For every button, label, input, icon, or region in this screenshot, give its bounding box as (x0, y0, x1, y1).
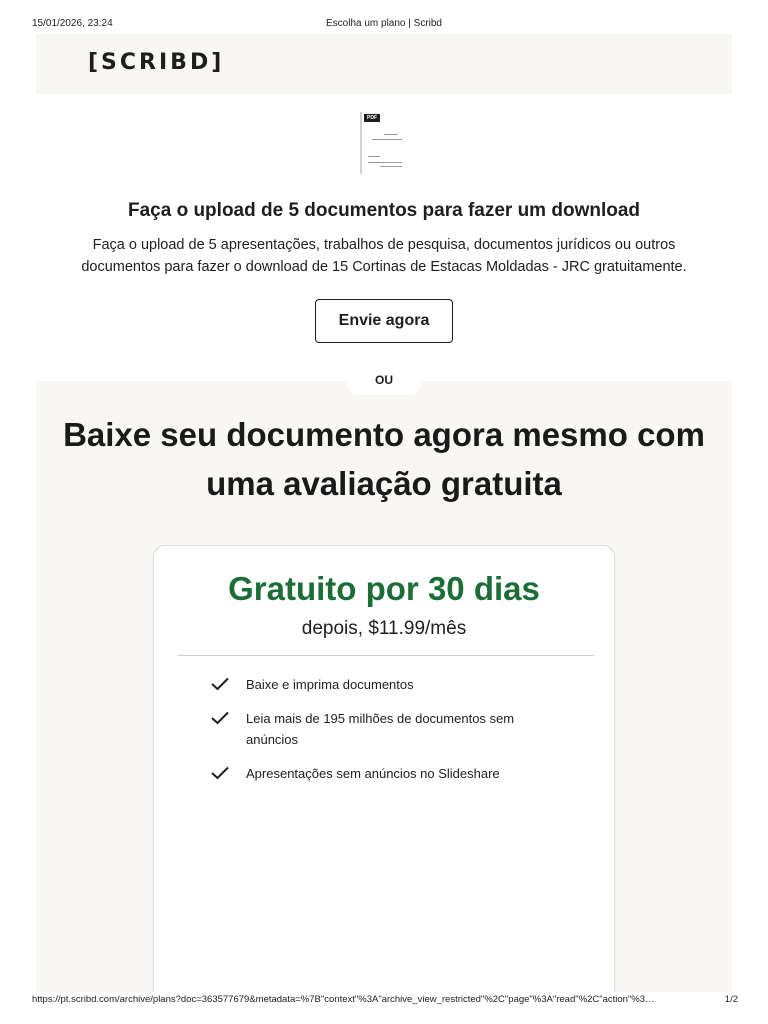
trial-headline: Baixe seu documento agora mesmo com uma avaliação gratuita (63, 416, 705, 502)
feature-item (210, 763, 550, 784)
pdf-tag: PDF (364, 114, 380, 122)
upload-title: Faça o upload de 5 documentos para fazer um download (127, 200, 641, 221)
feature-list (210, 674, 550, 797)
thumbnail-line (368, 162, 402, 163)
print-page-title: Escolha um plano | Scribd (326, 18, 442, 29)
check-icon (210, 676, 230, 692)
thumbnail-line (372, 139, 402, 140)
upload-now-button[interactable]: Envie agora (315, 299, 453, 343)
thumbnail-line (368, 156, 380, 157)
plan-title: Gratuito por 30 dias (228, 570, 540, 607)
plan-price: depois, $11.99/mês (301, 618, 467, 639)
print-header (0, 0, 768, 34)
print-date: 15/01/2026, 23:24 (32, 18, 113, 29)
feature-item (210, 674, 550, 695)
plan-divider (178, 655, 594, 656)
document-thumbnail[interactable] (360, 112, 408, 174)
plan-card (153, 545, 615, 992)
print-page-number: 1/2 (724, 994, 738, 1005)
feature-text: Baixe e imprima documentos (246, 677, 414, 692)
page-content (36, 34, 732, 992)
check-icon (210, 765, 230, 781)
thumbnail-line (384, 134, 398, 135)
print-url: https://pt.scribd.com/archive/plans?doc=363577679&metadata=%7B"context"%3A"archive_view_restricted"%2C"page"%3A"read"%2C"action"%3… (32, 994, 655, 1005)
print-footer (0, 994, 768, 1014)
feature-item (210, 708, 550, 750)
top-bar (36, 34, 732, 94)
scribd-logo[interactable]: [SCRIBD] (88, 50, 225, 75)
thumbnail-line (380, 166, 402, 167)
check-icon (210, 710, 230, 726)
feature-text: Apresentações sem anúncios no Slideshare (246, 766, 500, 781)
upload-section (36, 94, 732, 381)
feature-text: Leia mais de 195 milhões de documentos sem anúncios (246, 711, 515, 747)
or-divider: OU (346, 367, 422, 395)
upload-description: Faça o upload de 5 apresentações, trabalhos de pesquisa, documentos jurídicos ou outros documentos para fazer o download de 15 Cortinas de Estacas Moldadas - JRC gratuitamente. (81, 237, 687, 275)
